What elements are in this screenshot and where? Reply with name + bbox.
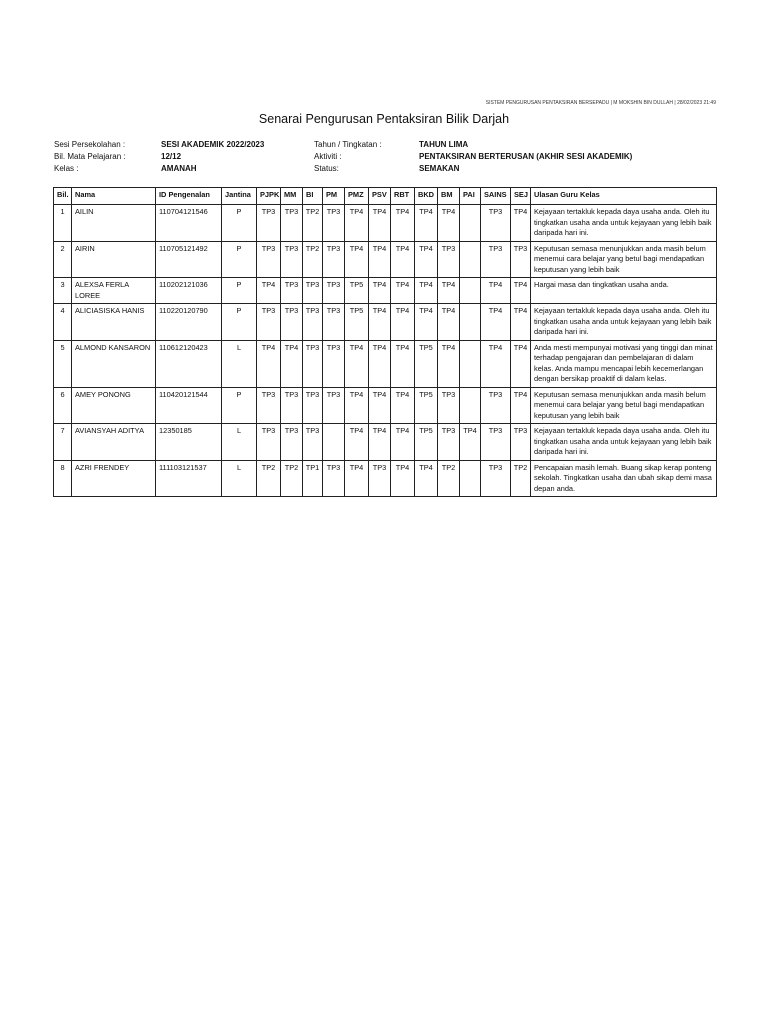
table-cell: TP3	[323, 304, 345, 341]
table-cell: AIRIN	[72, 241, 156, 278]
table-cell: P	[222, 278, 257, 304]
table-cell	[460, 387, 481, 424]
table-cell: TP3	[257, 241, 281, 278]
table-cell: 110220120790	[156, 304, 222, 341]
table-cell: 2	[54, 241, 72, 278]
table-cell: AMEY PONONG	[72, 387, 156, 424]
table-cell: 6	[54, 387, 72, 424]
table-cell: TP2	[303, 241, 323, 278]
table-cell: 5	[54, 340, 72, 387]
table-cell: TP3	[438, 241, 460, 278]
table-cell: TP3	[511, 424, 531, 461]
column-header: Ulasan Guru Kelas	[531, 188, 717, 205]
table-cell: TP4	[511, 278, 531, 304]
table-cell: AILIN	[72, 205, 156, 242]
table-cell: 110705121492	[156, 241, 222, 278]
table-cell: TP4	[511, 340, 531, 387]
table-cell: TP3	[481, 424, 511, 461]
table-cell: TP4	[257, 278, 281, 304]
table-cell: L	[222, 424, 257, 461]
table-cell: TP3	[303, 304, 323, 341]
column-header: ID Pengenalan	[156, 188, 222, 205]
table-cell: P	[222, 387, 257, 424]
sesi-label: Sesi Persekolahan :	[54, 140, 126, 149]
table-cell: TP1	[303, 460, 323, 497]
system-info-line: SISTEM PENGURUSAN PENTAKSIRAN BERSEPADU | M MOKSHIN BIN DULLAH | 28/02/2023 21:49	[485, 100, 716, 106]
table-cell: TP3	[369, 460, 391, 497]
table-cell: TP4	[369, 304, 391, 341]
table-cell: TP3	[323, 278, 345, 304]
table-cell: TP5	[345, 304, 369, 341]
status-value: SEMAKAN	[419, 164, 460, 173]
table-cell: TP3	[281, 278, 303, 304]
table-row	[54, 241, 717, 278]
table-cell: TP5	[415, 424, 438, 461]
table-cell: TP4	[438, 304, 460, 341]
table-cell: TP3	[323, 205, 345, 242]
table-cell: ALEXSA FERLA LOREE	[72, 278, 156, 304]
column-header: PM	[323, 188, 345, 205]
table-cell: P	[222, 304, 257, 341]
table-cell: TP3	[438, 387, 460, 424]
table-cell	[460, 205, 481, 242]
table-cell: TP4	[391, 205, 415, 242]
table-cell: 3	[54, 278, 72, 304]
table-cell: TP4	[345, 241, 369, 278]
column-header: Jantina	[222, 188, 257, 205]
table-cell: TP3	[323, 340, 345, 387]
table-cell: 110612120423	[156, 340, 222, 387]
column-header: PAI	[460, 188, 481, 205]
column-header: Bil.	[54, 188, 72, 205]
table-cell: TP2	[438, 460, 460, 497]
table-cell: 12350185	[156, 424, 222, 461]
table-cell: 1	[54, 205, 72, 242]
page-title: Senarai Pengurusan Pentaksiran Bilik Darjah	[258, 112, 510, 126]
table-cell: TP4	[415, 241, 438, 278]
table-cell: TP3	[257, 387, 281, 424]
table-row	[54, 340, 717, 387]
table-cell: Keputusan semasa menunjukkan anda masih belum menemui cara belajar yang betul bagi mendapatkan keputusan yang lebih baik	[531, 387, 717, 424]
table-cell: TP4	[391, 387, 415, 424]
bil-value: 12/12	[161, 152, 182, 161]
table-cell: Kejayaan tertakluk kepada daya usaha anda. Oleh itu tingkatkan usaha anda untuk kejayaan yang lebih baik daripada hari ini.	[531, 424, 717, 461]
table-cell: TP4	[369, 340, 391, 387]
table-cell: TP3	[481, 241, 511, 278]
table-cell: TP3	[257, 304, 281, 341]
table-row	[54, 278, 717, 304]
table-cell: TP4	[415, 205, 438, 242]
table-cell: TP3	[303, 278, 323, 304]
table-cell: TP2	[303, 205, 323, 242]
table-cell: TP3	[281, 205, 303, 242]
table-cell: TP3	[481, 387, 511, 424]
table-cell: P	[222, 205, 257, 242]
table-cell: TP2	[257, 460, 281, 497]
kelas-label: Kelas :	[54, 164, 79, 173]
table-cell: TP3	[281, 241, 303, 278]
table-cell: TP4	[438, 205, 460, 242]
table-cell: 4	[54, 304, 72, 341]
table-cell: P	[222, 241, 257, 278]
table-row	[54, 205, 717, 242]
table-cell: Kejayaan tertakluk kepada daya usaha anda. Oleh itu tingkatkan usaha anda untuk kejayaan yang lebih baik daripada hari ini.	[531, 304, 717, 341]
column-header: PSV	[369, 188, 391, 205]
table-cell	[460, 241, 481, 278]
table-cell: TP3	[257, 424, 281, 461]
table-cell: TP3	[511, 241, 531, 278]
table-cell: TP4	[345, 460, 369, 497]
table-cell: TP3	[438, 424, 460, 461]
column-header: BM	[438, 188, 460, 205]
table-cell: TP4	[369, 205, 391, 242]
table-cell: Keputusan semasa menunjukkan anda masih belum menemui cara belajar yang betul bagi mendapatkan keputusan yang lebih baik	[531, 241, 717, 278]
column-header: PJPK	[257, 188, 281, 205]
table-cell: Anda mesti mempunyai motivasi yang tinggi dan minat terhadap pengajaran dan pembelajaran di dalam kelas. Anda mampu mencapai lebih kecemerlangan dengan bersikap proaktif di dalam kelas.	[531, 340, 717, 387]
table-cell: TP4	[391, 241, 415, 278]
table-cell: TP4	[345, 340, 369, 387]
table-cell: TP4	[391, 460, 415, 497]
table-cell: TP4	[481, 278, 511, 304]
table-cell: TP4	[369, 424, 391, 461]
table-cell: TP4	[460, 424, 481, 461]
table-cell: TP4	[415, 460, 438, 497]
table-cell: TP4	[391, 424, 415, 461]
table-cell: AVIANSYAH ADITYA	[72, 424, 156, 461]
table-cell: 110704121546	[156, 205, 222, 242]
table-cell: TP3	[303, 387, 323, 424]
table-cell: TP5	[345, 278, 369, 304]
sesi-value: SESI AKADEMIK 2022/2023	[161, 140, 265, 149]
table-cell: TP3	[257, 205, 281, 242]
table-cell: ALICIASISKA HANIS	[72, 304, 156, 341]
table-cell: Kejayaan tertakluk kepada daya usaha anda. Oleh itu tingkatkan usaha anda untuk kejayaan yang lebih baik daripada hari ini.	[531, 205, 717, 242]
table-cell: TP4	[438, 278, 460, 304]
table-cell	[460, 340, 481, 387]
bil-label: Bil. Mata Pelajaran :	[54, 152, 126, 161]
table-cell: TP3	[303, 424, 323, 461]
column-header: MM	[281, 188, 303, 205]
table-cell: TP5	[415, 340, 438, 387]
table-cell: TP3	[323, 387, 345, 424]
column-header: SAINS	[481, 188, 511, 205]
table-cell: TP4	[391, 304, 415, 341]
table-cell: ALMOND KANSARON	[72, 340, 156, 387]
table-cell: TP4	[511, 304, 531, 341]
table-cell: TP4	[345, 387, 369, 424]
column-header: BKD	[415, 188, 438, 205]
table-cell: TP4	[438, 340, 460, 387]
tahun-value: TAHUN LIMA	[419, 140, 469, 149]
table-row	[54, 424, 717, 461]
table-cell: TP4	[281, 340, 303, 387]
table-cell: TP4	[369, 278, 391, 304]
table-cell: TP4	[391, 340, 415, 387]
table-cell: TP2	[281, 460, 303, 497]
table-cell: TP4	[415, 278, 438, 304]
table-cell	[460, 460, 481, 497]
table-row	[54, 304, 717, 341]
table-cell: TP4	[391, 278, 415, 304]
table-cell: 7	[54, 424, 72, 461]
table-row	[54, 460, 717, 497]
column-header: Nama	[72, 188, 156, 205]
table-cell	[460, 304, 481, 341]
table-cell: Hargai masa dan tingkatkan usaha anda.	[531, 278, 717, 304]
table-cell: TP3	[281, 424, 303, 461]
table-cell: TP3	[481, 460, 511, 497]
status-label: Status:	[314, 164, 339, 173]
table-cell: TP3	[323, 241, 345, 278]
table-header-row	[54, 188, 717, 205]
column-header: SEJ	[511, 188, 531, 205]
table-cell: AZRI FRENDEY	[72, 460, 156, 497]
table-cell: TP3	[303, 340, 323, 387]
assessment-table	[53, 187, 717, 497]
table-cell: TP4	[481, 340, 511, 387]
table-cell: TP4	[345, 205, 369, 242]
column-header: RBT	[391, 188, 415, 205]
kelas-value: AMANAH	[161, 164, 197, 173]
table-cell: TP4	[369, 387, 391, 424]
table-cell: TP4	[511, 387, 531, 424]
column-header: PMZ	[345, 188, 369, 205]
table-cell: 8	[54, 460, 72, 497]
table-cell: TP5	[415, 387, 438, 424]
table-cell: TP3	[281, 304, 303, 341]
table-row	[54, 387, 717, 424]
tahun-label: Tahun / Tingkatan :	[314, 140, 382, 149]
table-cell: TP4	[481, 304, 511, 341]
aktiviti-value: PENTAKSIRAN BERTERUSAN (AKHIR SESI AKADEMIK)	[419, 152, 633, 161]
table-cell: TP3	[281, 387, 303, 424]
table-cell	[323, 424, 345, 461]
table-cell: TP4	[511, 205, 531, 242]
table-cell	[460, 278, 481, 304]
table-cell: L	[222, 460, 257, 497]
table-cell: TP4	[369, 241, 391, 278]
table-cell: TP3	[323, 460, 345, 497]
table-cell: 110420121544	[156, 387, 222, 424]
table-cell: L	[222, 340, 257, 387]
table-cell: 111103121537	[156, 460, 222, 497]
aktiviti-label: Aktiviti :	[314, 152, 342, 161]
table-cell: TP4	[345, 424, 369, 461]
table-cell: Pencapaian masih lemah. Buang sikap kerap ponteng sekolah. Tingkatkan usaha dan ubah sikap demi masa depan anda.	[531, 460, 717, 497]
table-cell: TP4	[415, 304, 438, 341]
table-cell: TP3	[481, 205, 511, 242]
table-cell: TP4	[257, 340, 281, 387]
column-header: BI	[303, 188, 323, 205]
table-cell: 110202121036	[156, 278, 222, 304]
table-cell: TP2	[511, 460, 531, 497]
